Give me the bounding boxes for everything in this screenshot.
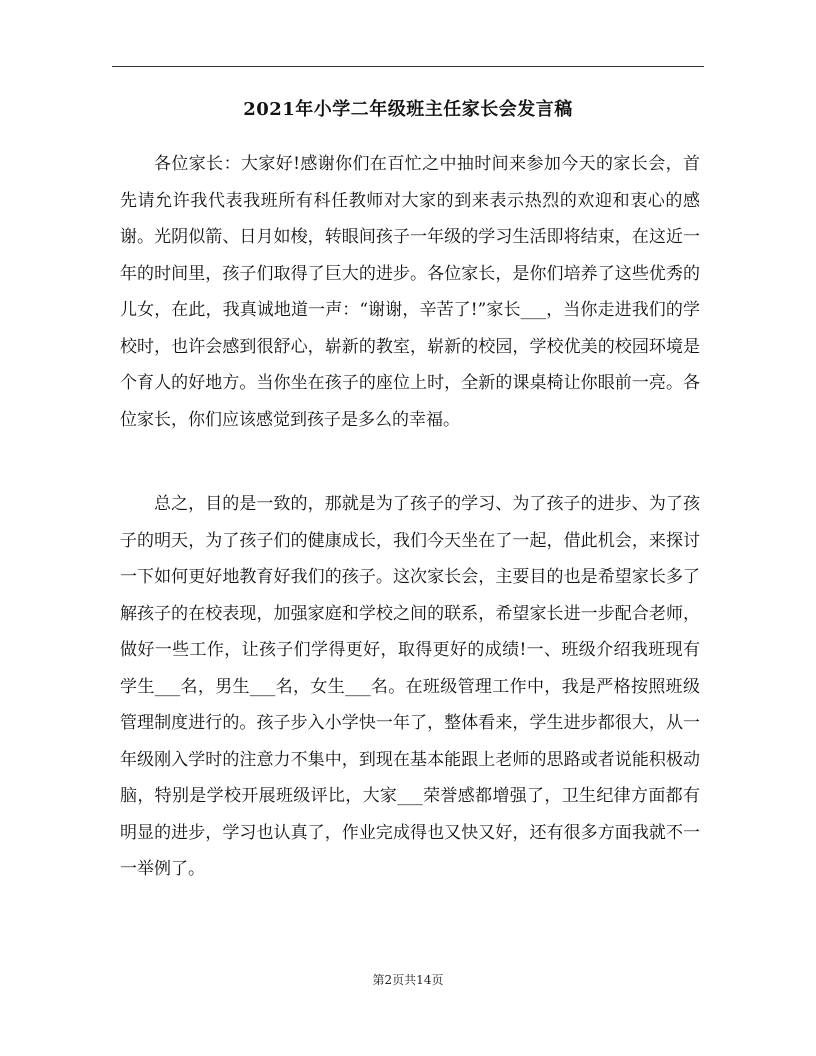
header-rule [112, 66, 704, 67]
page-number: 第2页共14页 [372, 973, 444, 987]
document-title: 2021年小学二年级班主任家长会发言稿 [243, 99, 573, 120]
paragraph-greeting: 各位家长：大家好!感谢你们在百忙之中抽时间来参加今天的家长会，首先请允许我代表我班所有科任教师对大家的到来表示热烈的欢迎和衷心的感谢。光阴似箭、日月如梭，转眼间孩子一年级的学习生活即将结束，在这近一年的时间里，孩子们取得了巨大的进步。各位家长，是你们培养了这些优秀的儿女，在此，我真诚地道一声：“谢谢，辛苦了!”家长___，当你走进我们的学校时，也许会感到很舒心，崭新的教室，崭新的校园，学校优美的校园环境是个育人的好地方。当你坐在孩子的座位上时，全新的课桌椅让你眼前一亮。各位家长，你们应该感觉到孩子是多么的幸福。 [120, 154, 700, 430]
paragraph-summary: 总之，目的是一致的，那就是为了孩子的学习、为了孩子的进步、为了孩子的明天，为了孩子们的健康成长，我们今天坐在了一起，借此机会，来探讨一下如何更好地教育好我们的孩子。这次家长会，主要目的也是希望家长多了解孩子的在校表现，加强家庭和学校之间的联系，希望家长进一步配合老师，做好一些工作，让孩子们学得更好，取得更好的成绩!一、班级介绍我班现有学生___名，男生___名，女生___名。在班级管理工作中，我是严格按照班级管理制度进行的。孩子步入小学快一年了，整体看来，学生进步都很大，从一年级刚入学时的注意力不集中，到现在基本能跟上老师的思路或者说能积极动脑，特别是学校开展班级评比，大家___荣誉感都增强了，卫生纪律方面都有明显的进步，学习也认真了，作业完成得也又快又好，还有很多方面我就不一一举例了。 [120, 494, 700, 879]
